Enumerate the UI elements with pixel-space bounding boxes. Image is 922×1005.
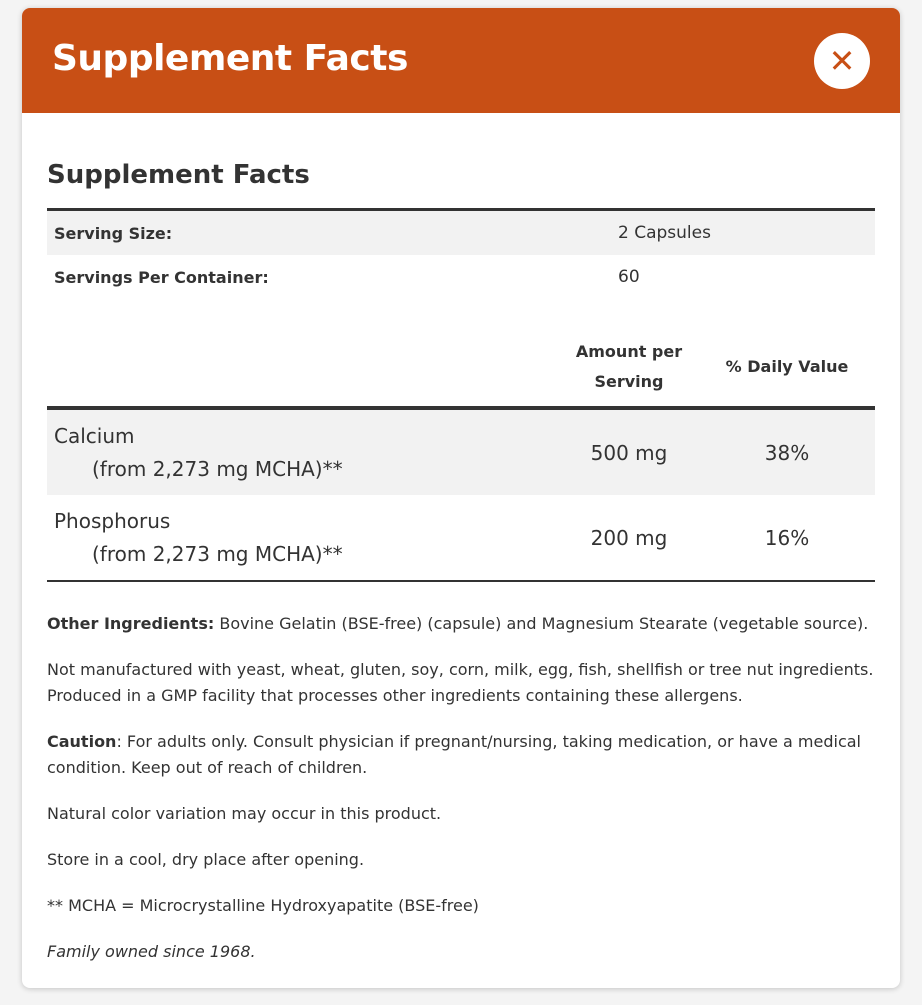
- facts-heading: Supplement Facts: [47, 160, 310, 190]
- table-row: [47, 210, 875, 256]
- nutrient-source: (from 2,273 mg MCHA)**: [92, 541, 343, 566]
- modal-title: Supplement Facts: [52, 38, 408, 79]
- close-icon: ✕: [828, 42, 856, 80]
- table-row: [47, 255, 875, 299]
- table-header: [47, 328, 875, 408]
- storage-note: Store in a cool, dry place after opening.: [47, 850, 365, 869]
- other-ingredients-text: Bovine Gelatin (BSE-free) (capsule) and Magnesium Stearate (vegetable source).: [214, 614, 869, 633]
- table-row: [47, 408, 875, 495]
- caution-note: [47, 729, 875, 781]
- family-note: Family owned since 1968.: [47, 942, 256, 961]
- col-dv: % Daily Value: [699, 328, 875, 408]
- nutrient-name: Calcium: [54, 423, 135, 448]
- supplement-facts-modal: [22, 8, 900, 988]
- nutrient-amount: 200 mg: [559, 495, 699, 581]
- serving-table: [47, 208, 875, 299]
- color-note: Natural color variation may occur in this product.: [47, 804, 442, 823]
- other-ingredients: [47, 611, 875, 637]
- caution-text: : For adults only. Consult physician if pregnant/nursing, taking medication, or have a medical condition. Keep out of reach of children.: [47, 732, 861, 777]
- other-ingredients-label: Other Ingredients:: [47, 614, 215, 633]
- servings-value: 60: [618, 267, 640, 287]
- allergen-note: Not manufactured with yeast, wheat, gluten, soy, corn, milk, egg, fish, shellfish or tree nut ingredients. Produced in a GMP facility that processes other ingredients containing these allergens.: [47, 660, 874, 705]
- caution-label: Caution: [47, 732, 117, 751]
- nutrient-dv: 16%: [699, 495, 875, 581]
- modal-header: [22, 8, 900, 113]
- close-button[interactable]: [814, 33, 870, 89]
- nutrient-name: Phosphorus: [54, 508, 171, 533]
- nutrient-amount: 500 mg: [559, 408, 699, 495]
- serving-size-value: 2 Capsules: [611, 210, 875, 256]
- nutrient-table: [47, 328, 875, 582]
- mcha-note: ** MCHA = Microcrystalline Hydroxyapatite (BSE-free): [47, 896, 479, 915]
- nutrient-source: (from 2,273 mg MCHA)**: [92, 456, 343, 481]
- servings-label: Servings Per Container:: [54, 267, 269, 287]
- serving-size-label: Serving Size:: [47, 210, 611, 256]
- nutrient-dv: 38%: [699, 408, 875, 495]
- col-amount: Amount per Serving: [559, 328, 699, 408]
- notes: [47, 611, 875, 985]
- table-row: [47, 495, 875, 581]
